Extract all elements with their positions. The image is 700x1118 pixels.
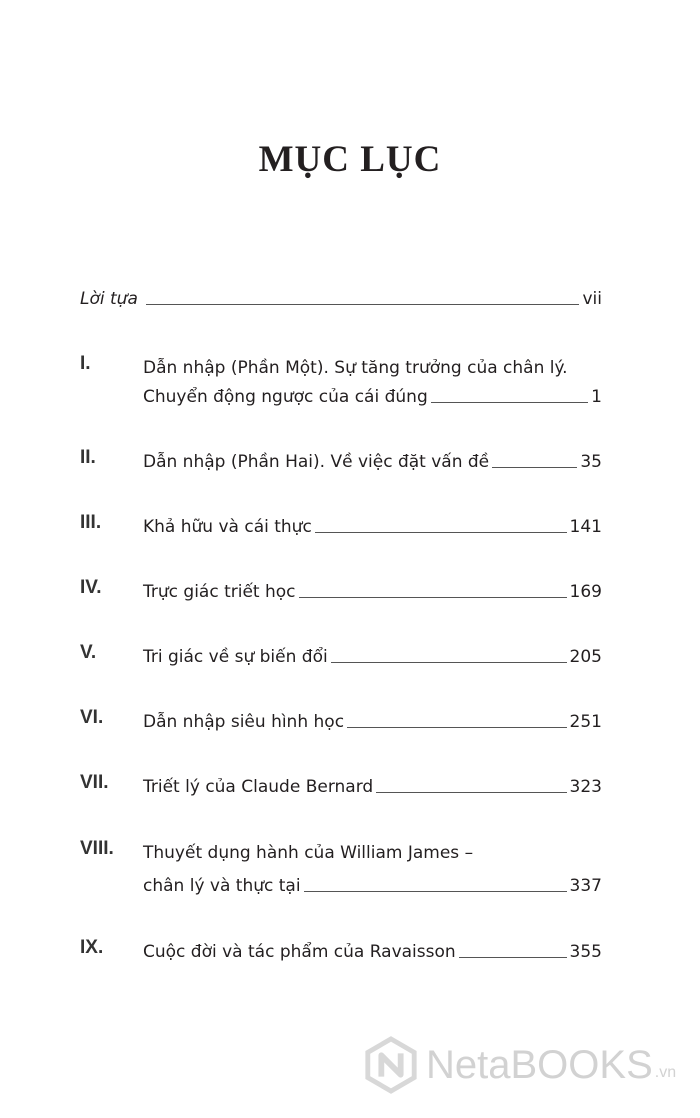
toc-entry-preface[interactable] [80, 284, 602, 310]
toc-entry-chapter-8[interactable] [80, 838, 602, 898]
netabooks-logo-icon [362, 1036, 420, 1094]
chapter-number: VIII. [80, 838, 114, 859]
toc-entry-page: 355 [569, 942, 602, 962]
toc-entry-line [143, 512, 602, 538]
toc-entry-page: 1 [591, 387, 602, 407]
toc-entry-label: Lời tựa [80, 289, 138, 309]
toc-entry-chapter-6[interactable] [80, 707, 602, 737]
toc-entry-page: 141 [569, 517, 602, 537]
toc-entry-line [143, 707, 602, 733]
dot-leader [347, 727, 567, 728]
watermark-brand: NetaBOOKS [426, 1042, 653, 1087]
toc-entry-label: Dẫn nhập (Phần Một). Sự tăng trưởng của chân lý. [143, 358, 568, 378]
dot-leader [331, 662, 567, 663]
toc-entry-label: Thuyết dụng hành của William James – [143, 843, 474, 863]
toc-entry-chapter-9[interactable] [80, 937, 602, 967]
watermark-suffix: .vn [654, 1064, 677, 1081]
toc-entry-label: Dẫn nhập (Phần Hai). Về việc đặt vấn đề [143, 452, 490, 472]
toc-entry-line [143, 447, 602, 473]
toc-entry-page: 205 [569, 647, 602, 667]
toc-entry-chapter-3[interactable] [80, 512, 602, 542]
toc-entry-page: 169 [569, 582, 602, 602]
toc-entry-label: Dẫn nhập siêu hình học [143, 712, 345, 732]
chapter-number: III. [80, 512, 102, 533]
toc-entry-line [143, 871, 602, 897]
toc-entry-page: 251 [569, 712, 602, 732]
chapter-number: IV. [80, 577, 102, 598]
toc-entry-line [143, 772, 602, 798]
chapter-number: IX. [80, 937, 104, 958]
dot-leader [431, 402, 588, 403]
dot-leader [315, 532, 567, 533]
toc-entry-label: Triết lý của Claude Bernard [143, 777, 374, 797]
toc-entry-page: 35 [580, 452, 602, 472]
dot-leader [459, 957, 567, 958]
toc-entry-page: 337 [569, 876, 602, 896]
toc-entry-line [143, 353, 602, 379]
toc-entry-chapter-5[interactable] [80, 642, 602, 672]
toc-entry-chapter-1[interactable] [80, 353, 602, 413]
toc-entry-label: Tri giác về sự biến đổi [143, 647, 328, 667]
toc-entry-page: vii [582, 289, 602, 309]
toc-entry-label-cont: chân lý và thực tại [143, 876, 301, 896]
toc-entry-page: 323 [569, 777, 602, 797]
dot-leader [146, 304, 580, 305]
toc-entry-line [143, 382, 602, 408]
toc-entry-line [143, 577, 602, 603]
toc-entry-label: Trực giác triết học [143, 582, 296, 602]
chapter-number: I. [80, 353, 91, 374]
toc-entry-line [143, 838, 602, 864]
toc-entry-line [143, 642, 602, 668]
toc-entry-label: Cuộc đời và tác phẩm của Ravaisson [143, 942, 456, 962]
chapter-number: VI. [80, 707, 104, 728]
toc-entry-label: Khả hữu và cái thực [143, 517, 312, 537]
chapter-number: II. [80, 447, 96, 468]
watermark [362, 1030, 692, 1100]
dot-leader [492, 467, 577, 468]
toc-entry-line [143, 937, 602, 963]
toc-entry-label-cont: Chuyển động ngược của cái đúng [143, 387, 428, 407]
toc-entry-chapter-4[interactable] [80, 577, 602, 607]
dot-leader [304, 891, 567, 892]
toc-entry-chapter-2[interactable] [80, 447, 602, 477]
dot-leader [299, 597, 567, 598]
toc-entry-chapter-7[interactable] [80, 772, 602, 802]
page-title: MỤC LỤC [258, 139, 442, 180]
dot-leader [376, 792, 566, 793]
chapter-number: V. [80, 642, 97, 663]
chapter-number: VII. [80, 772, 109, 793]
